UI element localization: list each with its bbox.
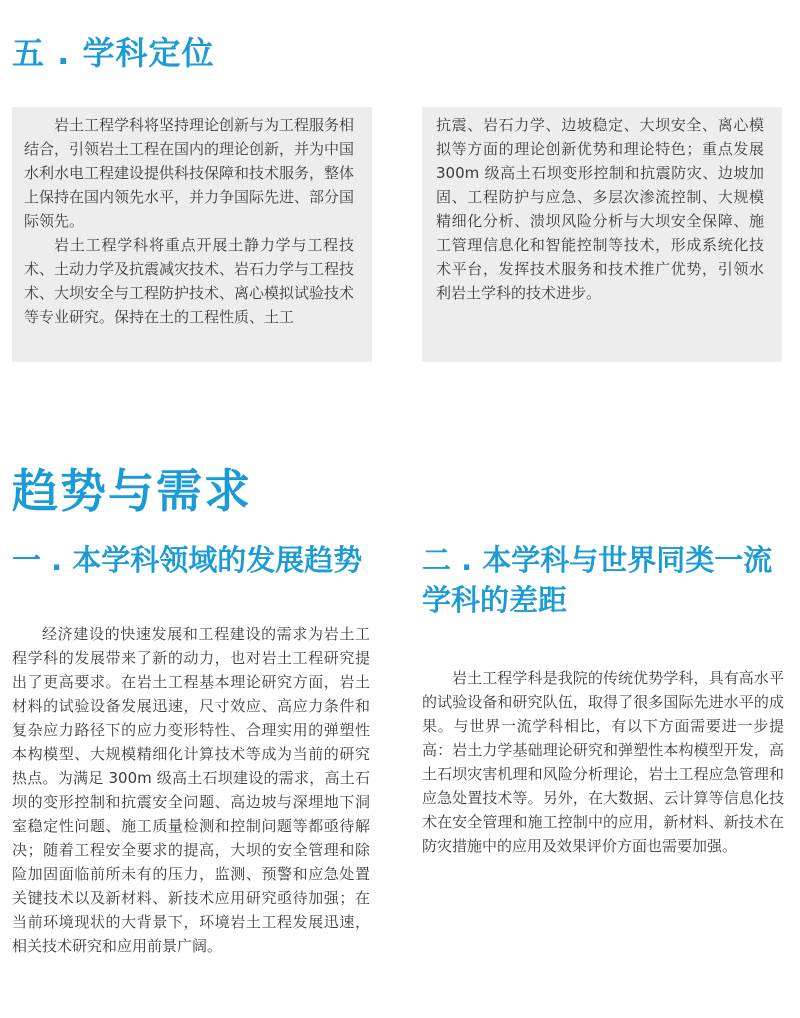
gap-column bbox=[422, 666, 784, 858]
trend-paragraph: 经济建设的快速发展和工程建设的需求为岩土工程学科的发展带来了新的动力，也对岩土工程研究提出了更高要求。在岩土工程基本理论研究方面，岩土材料的试验设备发展迅速，尺寸效应、高应力条件和复杂应力路径下的应力变形特性、合理实用的弹塑性本构模型、大规模精细化计算技术等成为当前的研究热点。为满足 300m 级高土石坝建设的需求，高土石坝的变形控制和抗震安全问题、高边坡与深埋地下洞室稳定性问题、施工质量检测和控制问题等都亟待解决；随着工程安全要求的提高，大坝的安全管理和除险加固面临前所未有的压力，监测、预警和应急处置关键技术以及新材料、新技术应用研究亟待加强；在当前环境现状的大背景下，环境岩土工程发展迅速，相关技术研究和应用前景广阔。 bbox=[12, 625, 370, 955]
positioning-paragraph-1: 岩土工程学科将坚持理论创新与为工程服务相结合，引领岩土工程在国内的理论创新，并为中国水利水电工程建设提供科技保障和技术服务，整体上保持在国内领先水平，并力争国际先进、部分国际领先。 bbox=[24, 116, 355, 230]
trend-subtitle-1: 一 . 本学科领域的发展趋势 bbox=[12, 543, 363, 577]
positioning-text-box-right bbox=[422, 107, 782, 362]
trends-title: 趋势与需求 bbox=[12, 464, 252, 518]
gap-subtitle-2: 二 . 本学科与世界同类一流学科的差距 bbox=[422, 543, 773, 617]
trend-column bbox=[12, 622, 370, 958]
positioning-text-box-left bbox=[12, 107, 372, 362]
positioning-paragraph-2: 岩土工程学科将重点开展土静力学与工程技术、土动力学及抗震减灾技术、岩石力学与工程技术、大坝安全与工程防护技术、离心模拟试验技术等专业研究。保持在土的工程性质、土工 bbox=[24, 236, 355, 326]
section-5-title: 五 . 学科定位 bbox=[12, 34, 215, 72]
positioning-paragraph-continued: 抗震、岩石力学、边坡稳定、大坝安全、离心模拟等方面的理论创新优势和理论特色；重点发展 300m 级高土石坝变形控制和抗震防灾、边坡加固、工程防护与应急、多层次渗流控制、大规模精细化分析、溃坝风险分析与大坝安全保障、施工管理信息化和智能控制等技术，形成系统化技术平台，发挥技术服务和技术推广优势，引领水利岩土学科的技术进步。 bbox=[436, 116, 764, 302]
gap-paragraph: 岩土工程学科是我院的传统优势学科，具有高水平的试验设备和研究队伍，取得了很多国际先进水平的成果。与世界一流学科相比，有以下方面需要进一步提高：岩土力学基础理论研究和弹塑性本构模型开发，高土石坝灾害机理和风险分析理论，岩土工程应急管理和应急处置技术等。另外，在大数据、云计算等信息化技术在安全管理和施工控制中的应用，新材料、新技术在防灾措施中的应用及效果评价方面也需要加强。 bbox=[422, 669, 784, 855]
